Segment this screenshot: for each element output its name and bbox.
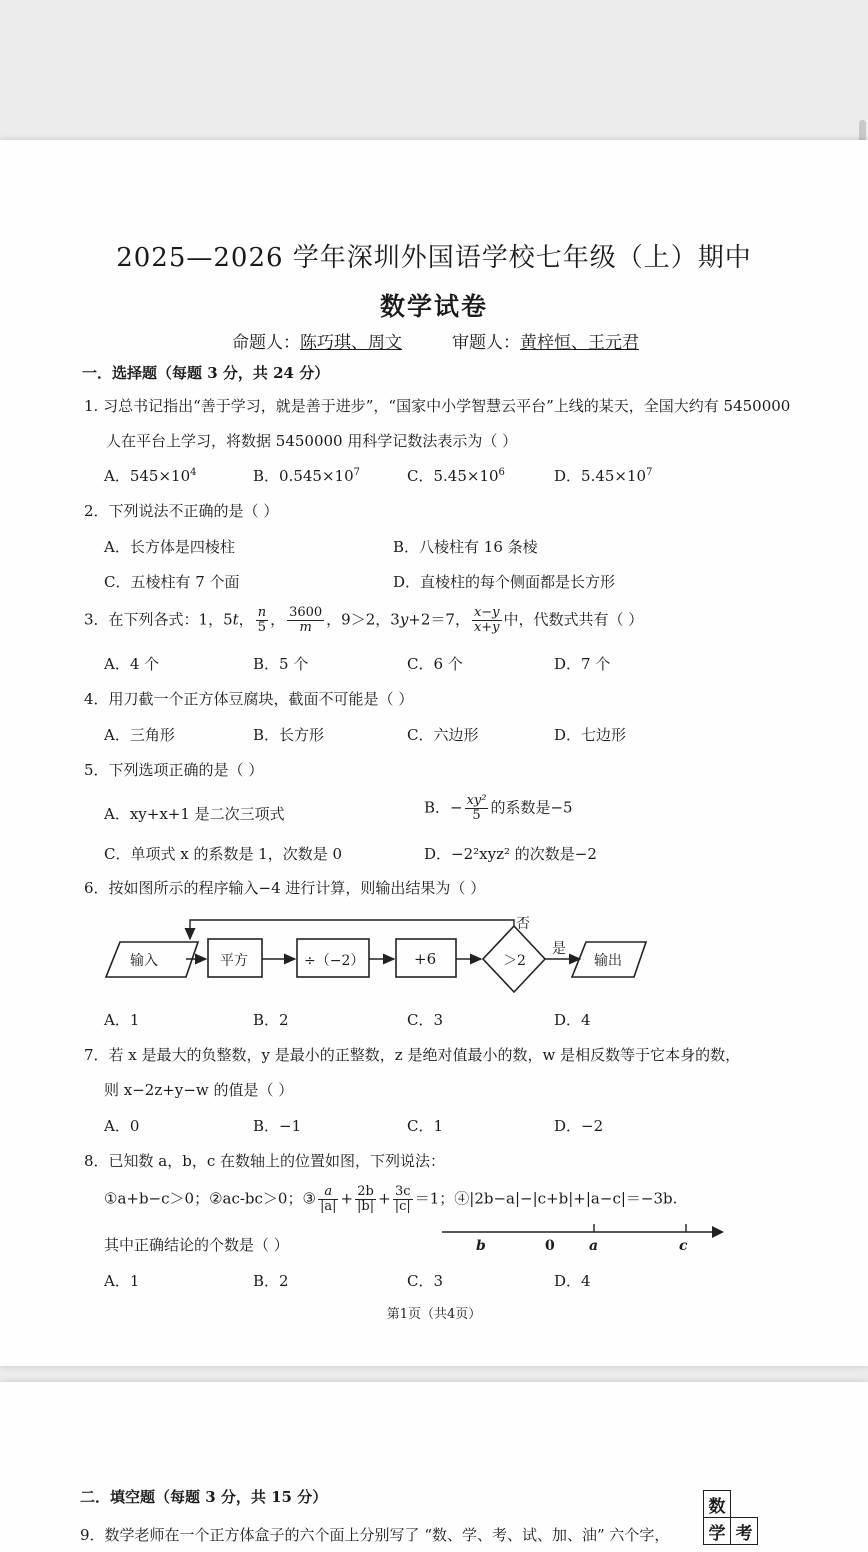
q7-option-a: A．0 — [104, 1117, 140, 1135]
q8-option-b: B．2 — [253, 1272, 289, 1290]
q3-option-a: A．4 个 — [104, 655, 160, 673]
q6-option-c: C．3 — [407, 1011, 444, 1029]
q6-option-a: A．1 — [104, 1011, 140, 1029]
q3-option-b: B．5 个 — [253, 655, 309, 673]
setter-label: 命题人： — [232, 333, 300, 353]
q7-option-d: D．−2 — [554, 1117, 604, 1135]
reviewer-names: 黄梓恒、王元君 — [520, 333, 639, 353]
exam-page-1 — [0, 140, 868, 1366]
q1-option-c: C．$5.45\times 10^6$ — [407, 467, 505, 485]
flow-input-label: 输入 — [130, 953, 158, 969]
q6-option-b: B．2 — [253, 1011, 289, 1029]
flow-output-label: 输出 — [594, 953, 622, 969]
q5-option-b: B．− $\frac{\text{xy²}}{5}$ 的系数是−5 — [424, 793, 573, 823]
flow-square-label: 平方 — [220, 953, 248, 969]
q4-option-b: B．长方形 — [253, 726, 325, 744]
cube-face-2: 学 — [704, 1518, 731, 1545]
q3-option-d: D．7 个 — [554, 655, 611, 673]
q8-option-d: D．4 — [554, 1272, 591, 1290]
reviewer-line — [452, 328, 639, 353]
setter-names: 陈巧琪、周文 — [300, 333, 402, 353]
q2-option-c: C．五棱柱有 7 个面 — [104, 573, 240, 591]
q1-line1: 1. 习总书记指出“善于学习，就是善于进步”，“国家中小学智慧云平台”上线的某天，全国大约有 5450000 — [84, 397, 791, 415]
q9-line1: 9．数学老师在一个正方体盒子的六个面上分别写了 “数、学、考、试、加、油” 六个字， — [80, 1526, 670, 1544]
exam-page-2 — [0, 1382, 868, 1552]
q7-line1: 7．若 x 是最大的负整数，y 是最小的正整数，z 是绝对值最小的数，w 是相反数等于它本身的数， — [84, 1046, 741, 1064]
reviewer-label: 审题人： — [452, 333, 520, 353]
q7-line2: 则 x−2z+y−w 的值是（ ） — [104, 1081, 294, 1099]
q8-statements: ①a+b−c＞0；②ac-bc＞0；③ $\frac{a}{|a|}$ + $\frac{2b}{|b|}$ + $\frac{3c}{|c|}$ ＝1；④|2b−a|−|c+b|+|a−c|＝−3b. — [104, 1184, 678, 1214]
flow-no-label: 否 — [516, 916, 530, 932]
q3-fraction-1: $\frac{n}{5}$ — [257, 605, 267, 635]
q4-option-a: A．三角形 — [104, 726, 175, 744]
page-footer: 第1页（共4页） — [386, 1307, 482, 1322]
q4-option-d: D．七边形 — [554, 726, 627, 744]
q3-fraction-3: $\frac{x-y}{x+y}$ — [473, 605, 500, 635]
q3-fraction-2: $\frac{3600}{m}$ — [289, 605, 323, 635]
q3-option-c: C．6 个 — [407, 655, 463, 673]
section2-heading: 二．填空题（每题 3 分，共 15 分） — [80, 1488, 328, 1506]
q6-option-d: D．4 — [554, 1011, 591, 1029]
q1-line2: 人在平台上学习，将数据 5450000 用科学记数法表示为（ ） — [106, 432, 518, 450]
exam-subtitle: 数学试卷 — [379, 292, 488, 321]
q3-stem: 3．在下列各式：1，5t， $\frac{n}{5}$ ， $\frac{3600}{m}$ ，9＞2，3y+2＝7， $\frac{x-y}{x+y}$ 中，代数式共有（ ） — [84, 605, 644, 635]
q4-option-c: C．六边形 — [407, 726, 479, 744]
q6-stem: 6．按如图所示的程序输入−4 进行计算，则输出结果为（ ） — [84, 879, 486, 897]
q4-stem: 4．用刀截一个正方体豆腐块，截面不可能是（ ） — [84, 690, 414, 708]
q8-option-a: A．1 — [104, 1272, 140, 1290]
q1-option-a: A．$545\times 10^4$ — [104, 467, 197, 485]
flow-yes-label: 是 — [552, 941, 566, 957]
cube-face-1: 数 — [704, 1491, 731, 1518]
q7-option-c: C．1 — [407, 1117, 444, 1135]
q5-option-c: C．单项式 x 的系数是 1，次数是 0 — [104, 845, 343, 863]
q5-stem: 5．下列选项正确的是（ ） — [84, 761, 264, 779]
axis-label-a: a — [589, 1238, 599, 1254]
cube-face-3: 考 — [731, 1518, 758, 1545]
q8-stem: 8．已知数 a，b，c 在数轴上的位置如图，下列说法： — [84, 1152, 446, 1170]
q9-cube-net — [703, 1490, 758, 1545]
exam-title: 2025—2026 学年深圳外国语学校七年级（上）期中 — [116, 243, 752, 273]
q2-option-a: A．长方体是四棱柱 — [104, 538, 235, 556]
q5-option-d: D．−2²xyz² 的次数是−2 — [424, 845, 597, 863]
q1-option-b: B．$0.545\times 10^7$ — [253, 467, 360, 485]
q8-option-c: C．3 — [407, 1272, 444, 1290]
q2-option-b: B．八棱柱有 16 条棱 — [393, 538, 538, 556]
flow-compare-label: ＞2 — [503, 953, 526, 969]
q8-stem2: 其中正确结论的个数是（ ） — [104, 1236, 289, 1254]
setter-line — [232, 328, 402, 353]
q1-option-d: D．$5.45\times 10^7$ — [554, 467, 653, 485]
q5-option-a: A．xy+x+1 是二次三项式 — [104, 805, 285, 823]
q2-stem: 2．下列说法不正确的是（ ） — [84, 502, 279, 520]
axis-label-c: c — [679, 1238, 688, 1254]
flow-add-label: +6 — [414, 950, 437, 968]
q2-option-d: D．直棱柱的每个侧面都是长方形 — [393, 573, 616, 591]
axis-label-zero: 0 — [545, 1238, 555, 1254]
section1-heading: 一．选择题（每题 3 分，共 24 分） — [82, 364, 330, 382]
axis-label-b: b — [476, 1238, 486, 1254]
q7-option-b: B．−1 — [253, 1117, 302, 1135]
flow-divide-label: ÷（−2） — [304, 953, 365, 969]
